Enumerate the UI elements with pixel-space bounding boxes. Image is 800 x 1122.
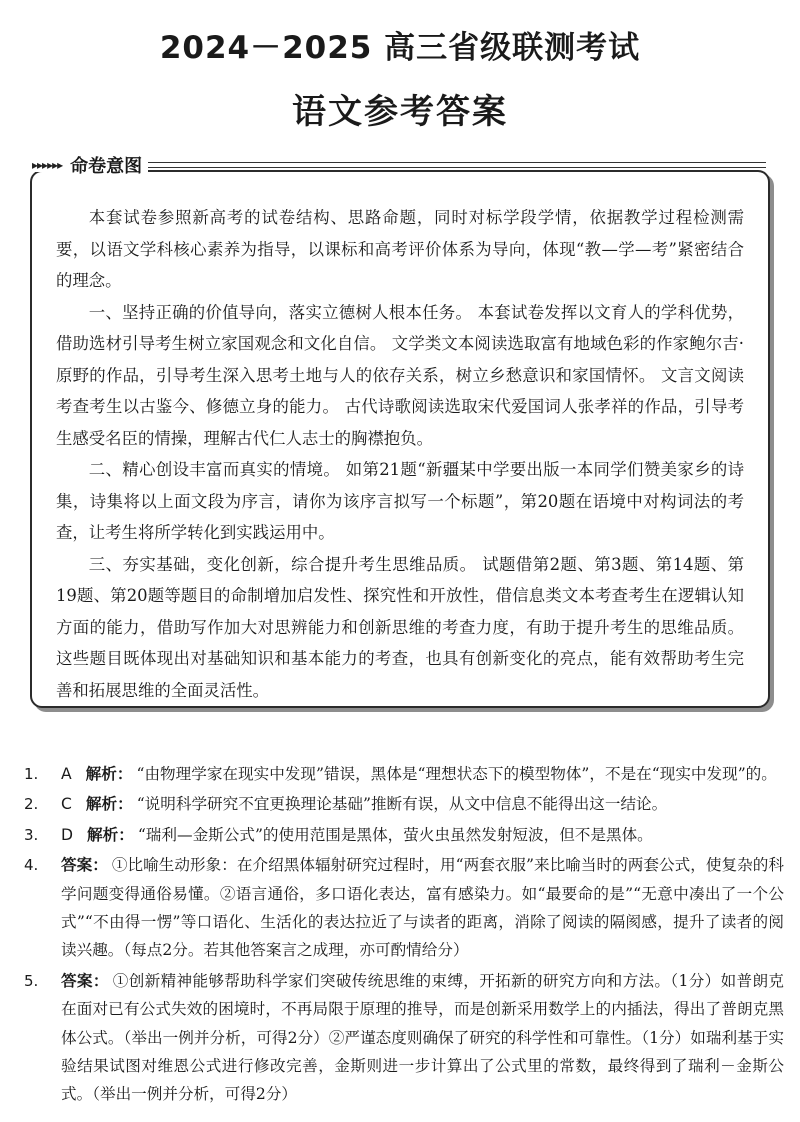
analysis-label: 解析：: [85, 795, 133, 814]
answer-text: ①比喻生动形象：在介绍黑体辐射研究过程时，用“两套衣服”来比喻当时的两套公式，使复杂的科学问题变得通俗易懂。②语言通俗，多口语化表达，富有感染力。如“最要命的是”“无意中凑出了一个公式”“不由得一愣”等口语化、生活化的表达拉近了与读者的距离，消除了阅读的隔阂感，提升了读者的阅读兴趣。（每点2分。若其他答案言之成理，亦可酌情给分）: [61, 856, 784, 960]
answer-label: 答案：: [61, 971, 109, 990]
intro-paragraph: 一、坚持正确的价值导向，落实立德树人根本任务。 本套试卷发挥以文育人的学科优势，借助选材引导考生树立家国观念和文化自信。 文学类文本阅读选取富有地域色彩的作家鲍尔吉·原野的作品，引导考生深入思考土地与人的依存关系，树立乡愁意识和家国情怀。 文言文阅读考查考生以古鉴今、修德立身的能力。 古代诗歌阅读选取宋代爱国词人张孝祥的作品，引导考生感受名臣的情操，理解古代仁人志士的胸襟抱负。: [56, 302, 744, 448]
answer-label: 答案：: [61, 856, 108, 875]
answer-content: [61, 821, 784, 849]
answer-choice: A: [61, 765, 72, 783]
intro-header: [32, 152, 772, 178]
header-rule: [148, 162, 766, 168]
answer-content: [61, 967, 784, 1109]
arrows-icon: ▸▸▸▸▸▸: [32, 158, 66, 172]
answer-number: 1.: [24, 765, 39, 783]
answer-number: 3.: [24, 825, 39, 844]
intro-title: 命卷意图: [66, 152, 148, 178]
intro-body: [56, 202, 744, 706]
exam-title: 2024－2025 高三省级联测考试: [159, 30, 641, 66]
answer-list: [24, 760, 784, 1111]
answer-content: [61, 790, 784, 818]
answer-content: [61, 851, 784, 965]
answer-text: “瑞利—金斯公式”的使用范围是黑体，萤火虫虽然发射短波，但不是黑体。: [137, 825, 653, 844]
intro-paragraph: 本套试卷参照新高考的试卷结构、思路命题，同时对标学段学情，依据教学过程检测需要，以语文学科核心素养为指导，以课标和高考评价体系为导向，体现“教—学—考”紧密结合的理念。: [56, 208, 744, 290]
intro-paragraph: 二、精心创设丰富而真实的情境。 如第21题“新疆某中学要出版一本同学们赞美家乡的诗集，诗集将以上面文段为序言，请你为该序言拟写一个标题”，第20题在语境中对构词法的考查，让考生将所学转化到实践运用中。: [56, 460, 744, 542]
answer-number: 2.: [24, 795, 39, 814]
answer-item-4: [24, 851, 784, 965]
answer-choice: D: [61, 825, 74, 844]
answer-item-2: [24, 790, 784, 818]
answer-number: 4.: [24, 856, 39, 875]
answer-text: “说明科学研究不宜更换理论基础”推断有误，从文中信息不能得出这一结论。: [136, 795, 668, 814]
analysis-label: 解析：: [87, 825, 134, 844]
answer-content: [61, 760, 784, 788]
answer-text: “由物理学家在现实中发现”错误，黑体是“理想状态下的模型物体”，不是在“现实中发现”的。: [136, 765, 777, 783]
analysis-label: 解析：: [85, 765, 133, 783]
answer-item-1: [24, 760, 784, 788]
answer-number: 5.: [24, 971, 39, 990]
answer-key-title: 语文参考答案: [292, 92, 508, 132]
intro-paragraph: 三、夯实基础，变化创新，综合提升考生思维品质。 试题借第2题、第3题、第14题、第19题、第20题等题目的命制增加启发性、探究性和开放性，借信息类文本考查考生在逻辑认知方面的能力，借助写作加大对思辨能力和创新思维的考查力度，有助于提升考生的思维品质。 这些题目既体现出对基础知识和基本能力的考查，也具有创新变化的亮点，能有效帮助考生完善和拓展思维的全面灵活性。: [56, 554, 744, 700]
answer-item-3: [24, 821, 784, 849]
answer-text: ①创新精神能够帮助科学家们突破传统思维的束缚，开拓新的研究方向和方法。（1分）如普朗克在面对已有公式失效的困境时，不再局限于原理的推导，而是创新采用数学上的内插法，得出了普朗克黑体公式。（举出一例并分析，可得2分）②严谨态度则确保了研究的科学性和可靠性。（1分）如瑞利基于实验结果试图对维恩公式进行修改完善，金斯则进一步计算出了公式里的常数，最终得到了瑞利－金斯公式。（举出一例并分析，可得2分）: [61, 971, 784, 1104]
answer-choice: C: [61, 795, 72, 814]
answer-item-5: [24, 967, 784, 1109]
